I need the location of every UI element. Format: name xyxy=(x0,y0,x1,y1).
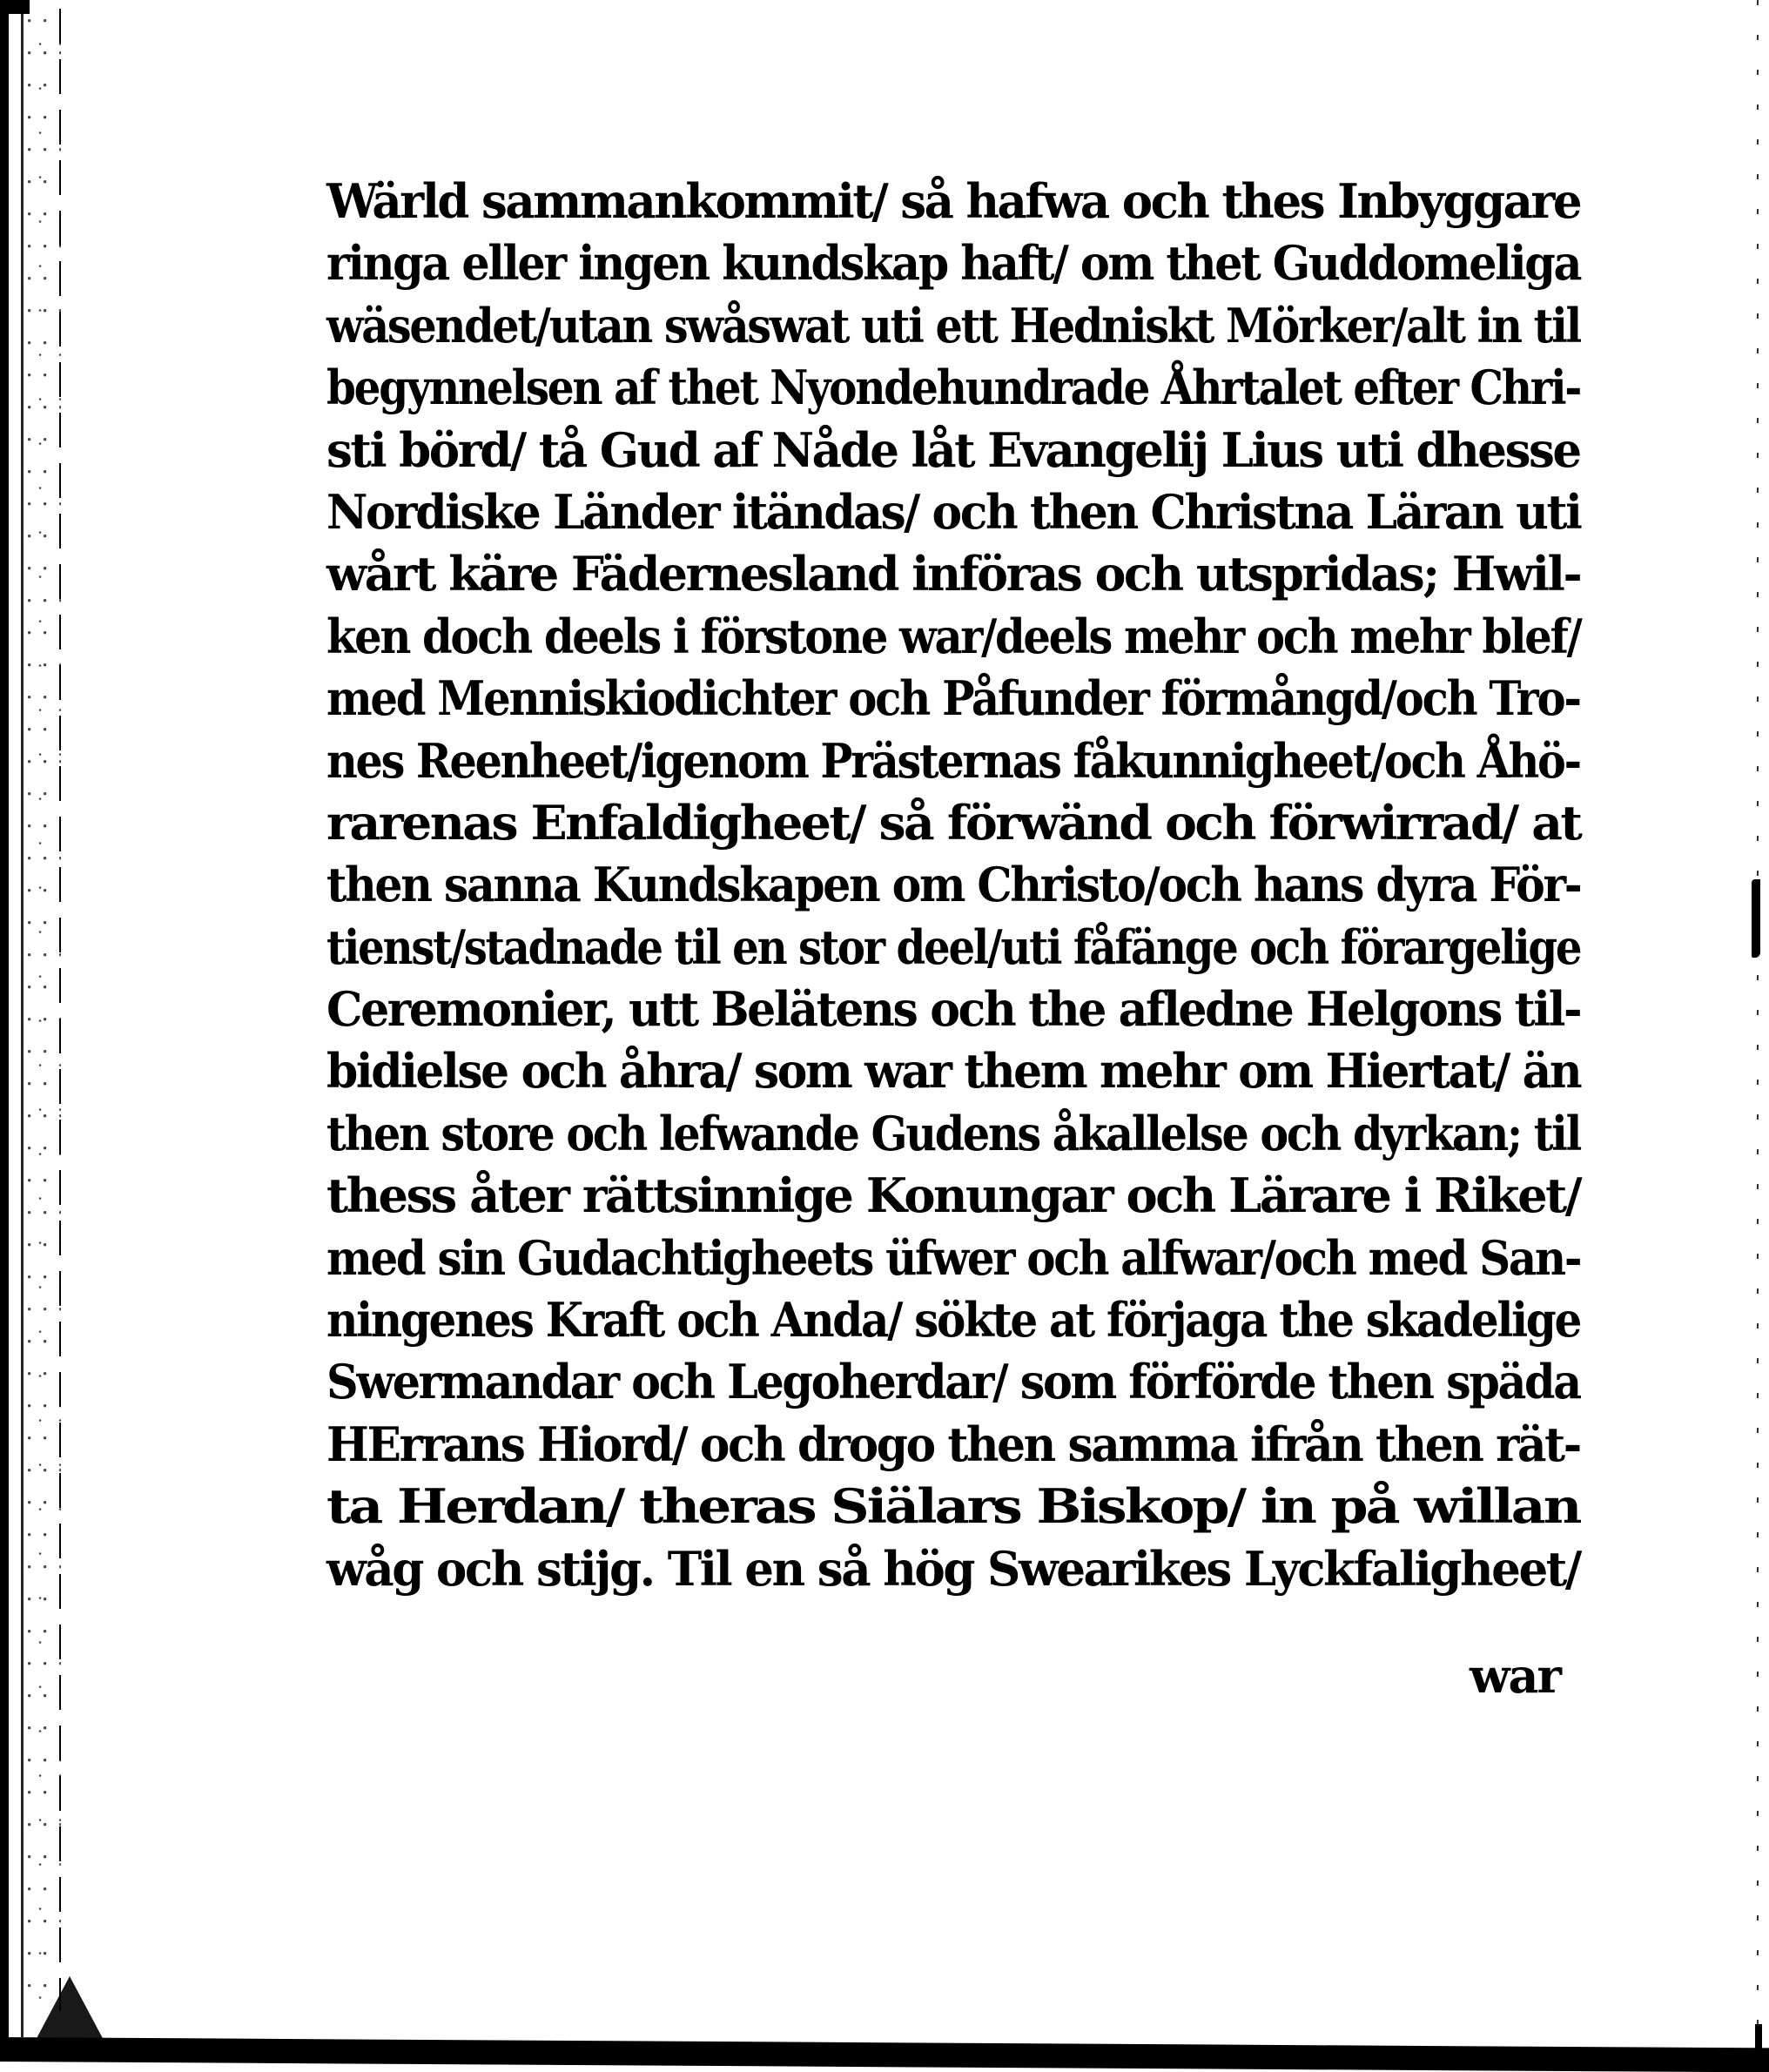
catchword: war xyxy=(1470,1648,1560,1704)
text-line: then sanna Kundskapen om Christo/och hans dyra För- xyxy=(326,857,1581,913)
margin-mark xyxy=(1752,879,1760,958)
text-line: HErrans Hiord/ och drogo then samma ifrån then rät- xyxy=(326,1416,1580,1472)
text-line: nes Reenheet/igenom Prästernas fåkunnigheet/och Åhö- xyxy=(326,732,1580,789)
text-line: Ceremonier, utt Belätens och the afledne Helgons til- xyxy=(326,981,1581,1038)
text-line: wäsendet/utan swåswat uti ett Hedniskt Mörker/alt in til xyxy=(326,297,1581,353)
text-line: rarenas Enfaldigheet/ så förwänd och förwirrad/ at xyxy=(326,794,1581,851)
scan-edge-top-left xyxy=(0,0,30,14)
text-line: ta Herdan/ theras Siälars Biskop/ in på willan xyxy=(326,1478,1580,1535)
text-line: begynnelsen af thet Nyondehundrade Åhrtalet efter Chri- xyxy=(326,360,1581,416)
text-line: then store och lefwande Gudens åkallelse och dyrkan; til xyxy=(326,1105,1581,1161)
text-line: med Menniskiodichter och Påfunder förmångd/och Tro- xyxy=(326,670,1580,727)
scan-edge-right xyxy=(1757,0,1759,2062)
text-line: Swermandar och Legoherdar/ som förförde then späda xyxy=(326,1354,1580,1410)
text-line: Nordiske Länder itändas/ och then Christna Läran uti xyxy=(326,483,1581,540)
text-line: Wärld sammankommit/ så hafwa och thes Inbyggare xyxy=(326,173,1581,229)
text-line: sti börd/ tå Gud af Nåde låt Evangelij Lius uti dhesse xyxy=(326,421,1580,478)
text-line: med sin Gudachtigheets üfwer och alfwar/och med San- xyxy=(326,1229,1581,1286)
text-line: wåg och stijg. Til en så hög Swearikes Lyckfaligheet/ xyxy=(326,1540,1580,1597)
text-line: tienst/stadnade til en stor deel/uti fåfänge och förargelige xyxy=(326,918,1581,975)
text-line: bidielse och åhra/ som war them mehr om Hiertat/ än xyxy=(326,1043,1581,1100)
text-line: ringa eller ingen kundskap haft/ om thet Guddomeliga xyxy=(326,235,1581,292)
text-line: wårt käre Fädernesland införas och utspridas; Hwil- xyxy=(326,546,1581,602)
body-text xyxy=(326,171,1580,1600)
scan-edge-bottom xyxy=(0,2037,1769,2072)
text-line: ningenes Kraft och Anda/ sökte at förjaga the skadelige xyxy=(326,1292,1580,1349)
gutter-noise xyxy=(26,17,61,2002)
margin-mark-bottom xyxy=(1755,2024,1762,2059)
text-line: thess åter rättsinnige Konungar och Lärare i Riket/ xyxy=(326,1167,1581,1224)
folded-corner xyxy=(35,1976,104,2042)
scan-edge-left xyxy=(0,0,9,2062)
gutter-line xyxy=(21,9,24,2037)
text-line: ken doch deels i förstone war/deels mehr och mehr blef/ xyxy=(326,608,1581,664)
